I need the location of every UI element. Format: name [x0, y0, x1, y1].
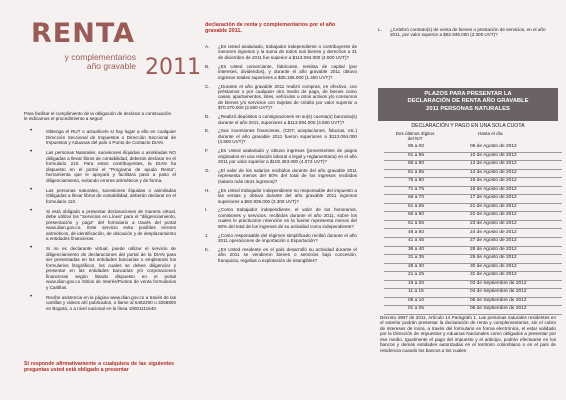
question-item	[205, 114, 357, 125]
nit-digits: 26 a 30	[407, 263, 424, 269]
question-item	[205, 233, 357, 244]
nit-digits: 31 a 35	[407, 255, 424, 261]
question-item	[205, 148, 357, 164]
due-date: 15 de Agosto de 2012	[470, 178, 517, 184]
bullet-icon: •	[30, 128, 33, 134]
question-letter: I.	[205, 207, 208, 213]
requirement-item	[24, 246, 176, 290]
question-item-l	[378, 27, 554, 38]
banner-line-3: 2011 PERSONAS NATURALES	[426, 105, 510, 112]
due-date: 30 de Agosto de 2012	[470, 263, 517, 269]
nit-digits: 86 a 90	[407, 161, 424, 167]
subtitle-line-1: y complementarios	[64, 52, 136, 62]
due-date: 21 de Agosto de 2012	[470, 203, 517, 209]
question-letter: E.	[205, 128, 210, 134]
question-text: ¿Es Usted trabajador independiente no responsable del impuesto a las ventas y obtuvo durante del año gravable 2011 ingresos superiores a $82.936.000 (3.300 UVT)?	[218, 187, 357, 204]
due-date: 04 de Septiembre de 2012	[470, 289, 527, 295]
question-text: ¿El valor de los salarios recibidos durante del año gravable 2011 representa menos del 80% del total de los ingresos recibidos (salario más otros ingresos)?	[218, 167, 357, 184]
question-text: ¿Es Usted asalariado y obtuvo ingresos (provenientes de pagos originados en una relación laboral o legal y reglamentaria) en el año 2011 por valor superior a $102.363.000 (4.073 UVT)?	[218, 148, 357, 165]
questions-list	[205, 44, 357, 267]
nit-digits-header	[392, 131, 438, 142]
requirement-text: Si está obligado a presentar declaraciones de manera virtual, debe utilizar los "Servicios en Línea" para el "diligenciamiento, presentación y pago" del formulario a través del portal www.dian.gov.co. Este servicio evita posibles errores aritméticos, de identificación, de ubicación y de desplazamiento a entidades financieras.	[46, 208, 176, 241]
requirement-item	[24, 188, 176, 205]
bullet-icon: •	[30, 149, 33, 155]
requirement-item	[24, 209, 176, 242]
question-letter: G.	[205, 167, 210, 173]
panel-middle	[185, 0, 370, 400]
panel-right	[370, 0, 566, 400]
requirement-text: Las personas Naturales, sucesiones ilíquidas o asimiladas NO obligadas a llevar libros de contabilidad, deberán declarar en el formulario 210. Para estos contribuyentes, la DIAN ha dispuesto en el portal el "Programa de ayuda Renta", herramienta que le apoyará y facilitará paso a paso el diligenciamiento, evitando errores aritméticos y de forma.	[46, 150, 176, 183]
nit-digits: 51 a 55	[407, 220, 424, 226]
question-text: ¿Como trabajador independiente, el valor de los honorarios, comisiones y servicios, recibidos durante el año 2011, sobre los cuales le practicaron retención en la fuente representa menos del 80% del total de los ingresos de su actividad como independiente?	[218, 207, 357, 229]
due-date: 27 de Agosto de 2012	[470, 238, 517, 244]
bullet-icon: •	[30, 293, 33, 300]
due-date: 22 de Agosto de 2012	[470, 212, 517, 218]
banner-line-2: DECLARACIÓN DE RENTA AÑO GRAVABLE	[407, 98, 529, 105]
requirement-text: Si no es declarante virtual, puede utilizar el servicio de diligenciamiento de declaraciones del portal de la DIAN para ser presentadas en las entidades bancarias o empleando los formularios litográficos, los cuales se deben diligenciar y presentar en las entidades bancarias y/o corporaciones financieras según listado dispuesto en el portal www.dian.gov.co /Sitios de Interés/Puntos de venta formularios y Cartillas.	[46, 246, 176, 290]
due-date: 24 de Agosto de 2012	[470, 229, 517, 235]
requirement-item	[24, 295, 176, 312]
requirements-list	[24, 129, 176, 316]
nit-digits: 36 a 40	[407, 246, 424, 252]
nit-digits-header-line-2: del NIT	[407, 136, 423, 142]
question-text: ¿Realizó depósitos o consignaciones en su(s) cuenta(s) bancaria(s) durante el año 2011, superiores a $113.094.000 (4.500 UVT)?	[218, 114, 357, 125]
question-text: ¿Sus inversiones financieras, (CDT, aceptaciones, fiducias, etc.) durante el año gravable 2011 fueron superiores a $113.094.000 (4.500 UVT)?	[218, 128, 357, 145]
question-letter: F.	[205, 148, 209, 154]
due-date: 14 de Agosto de 2012	[470, 169, 517, 175]
nit-digits: 71 a 75	[407, 186, 424, 192]
nit-digits-header-line-1: Dos últimos dígitos	[395, 131, 435, 136]
question-letter: H.	[205, 187, 210, 193]
due-date: 23 de Agosto de 2012	[470, 220, 517, 226]
question-letter: J.	[205, 232, 209, 238]
requirement-text: Recibe asistencia en la página www.dian.gov.co a través de las cartillas y videos ahí publicados, o llame al 5462200 o 3256800 en Bogotá, o a nivel nacional en la línea 19001111540.	[46, 294, 176, 311]
deadlines-banner	[378, 88, 558, 121]
question-item	[205, 207, 357, 229]
due-date: 09 de Agosto de 2012	[470, 144, 517, 149]
nit-digits: 21 a 25	[407, 272, 424, 278]
question-text: ¿Durante el año gravable 2011 realizó compras, en efectivo, con préstamos o por cualquier otro medio de pago, de bienes como casas, apartamentos, lotes, vehículos u otros activos y/o consumos de bienes y/o servicios con tarjetas de crédito por valor superior a $70.370.000 (2.800 UVT)?	[218, 83, 357, 111]
banner-line-1: PLAZOS PARA PRESENTAR LA	[424, 91, 512, 97]
nit-digits: 46 a 50	[407, 229, 424, 235]
nit-digits: 81 a 85	[407, 169, 424, 175]
question-text: ¿Es Usted residente en el país desarrolló su actividad durante el año 2011 se vendieron bienes o servicios bajo concesión, franquicia, regalías o explotación de intangibles?	[218, 246, 357, 263]
question-item	[205, 64, 357, 80]
nit-digits: 96 a 00	[407, 144, 424, 149]
question-item	[205, 128, 357, 144]
nit-digits: 76 a 80	[407, 178, 424, 184]
payment-subtitle: DECLARACIÓN Y PAGO EN UNA SOLA CUOTA	[411, 123, 525, 129]
nit-digits: 06 a 10	[407, 297, 424, 303]
page-subtitle	[44, 53, 136, 71]
bullet-icon: •	[30, 207, 33, 214]
question-letter: K.	[205, 246, 210, 252]
due-date: 10 de Agosto de 2012	[470, 152, 517, 158]
subtitle-line-2: año gravable	[86, 61, 136, 71]
nit-digits: 61 a 65	[407, 203, 424, 209]
requirement-text: Las personas naturales, sucesiones ilíquidas o asimiladas Obligadas a llevar libros de contabilidad, deberán declarar en el formulario 110.	[46, 187, 176, 204]
nit-digits: 56 a 60	[407, 212, 424, 218]
left-footer-note: Si responde afirmativamente a cualquiera de las siguientes preguntas usted está obligado a presentar	[24, 361, 174, 374]
question-text: ¿Es Usted asalariado, trabajador independiente o contribuyente de menores ingresos y la suma de todos sus bienes y derechos a 31 de diciembre de 2011 fue superior a $113.094.000 (4.500 UVT)?	[218, 44, 357, 60]
question-item	[205, 44, 357, 60]
requirement-item	[24, 150, 176, 183]
question-letter: A.	[205, 44, 210, 49]
due-date: 29 de Agosto de 2012	[470, 255, 517, 261]
due-date-header: Hasta el día	[478, 131, 503, 136]
question-text: ¿Celebró contrato(s) de venta de bienes o prestación de servicios, en el año 2011, por valor superior a $82.936.000 (3.300 UVT)?	[390, 27, 546, 38]
due-date: 06 de Septiembre de 2012	[470, 306, 527, 312]
due-date: 03 de Septiembre de 2012	[470, 280, 527, 286]
intro-paragraph: Para facilitar el cumplimiento de la obligación de declarar a continuación le indicamos el procedimiento a seguir:	[24, 111, 172, 122]
bullet-icon: •	[30, 245, 33, 251]
due-date: 28 de Agosto de 2012	[470, 246, 517, 252]
due-date: 31 de Agosto de 2012	[470, 272, 517, 278]
question-item	[205, 247, 357, 263]
question-letter: C.	[205, 83, 210, 89]
question-text: ¿Como responsable del régimen simplificado recibió durante el año 2011 operaciones de importación o Exportación?	[218, 232, 357, 244]
nit-digits: 41 a 45	[407, 238, 424, 244]
page-title: RENTA	[31, 18, 136, 49]
bullet-icon: •	[30, 186, 33, 193]
nit-digits: 66 a 70	[407, 195, 424, 201]
nit-digits: 91 a 95	[407, 152, 424, 158]
decree-footnote: Decreto 4907 de 2011, Artículo 14 Parágrafo 1. Las personas naturales residentes en el exterior podrán presentar la declaración de renta y complementarios, sin el cobro de intereses de mora, a través del formulario en forma electrónica, el estar validado por la Dirección de Impuestos y Aduanas Nacionales como obligados a presentar por ese medio. Igualmente el pago del impuesto y el anticipo, podrán efectuarse en los bancos y demás entidades autorizadas en el territorio colombiano o en el país de residencia cuando los bancos a los cuales	[380, 315, 556, 353]
panel-left	[0, 0, 201, 400]
question-item	[205, 84, 357, 111]
question-letter: L.	[378, 27, 382, 32]
question-letter: B.	[205, 63, 210, 69]
nit-digits: 11 a 15	[408, 289, 424, 295]
nit-digits: 01 a 05	[407, 306, 424, 312]
questions-heading: declaración de renta y complementarios por el año gravable 2011.	[205, 22, 336, 35]
question-text: ¿Es Usted comerciante, fabricante, rentista de capital (por intereses, dividendos), y durante el año gravable 2011 obtuvo ingresos totales superiores a $35.185.000 (1.400 UVT)?	[218, 63, 357, 80]
question-letter: D.	[205, 114, 210, 120]
due-date: 16 de Agosto de 2012	[470, 186, 517, 192]
requirement-text: Obtenga el RUT o actualícelo si hay lugar a ello en cualquier Dirección Seccional de Impuestos o Dirección Seccional de Impuestos y Aduanas del país o Punto de Contacto DIAN.	[46, 129, 176, 145]
question-item	[205, 168, 357, 184]
question-item	[205, 188, 357, 204]
requirement-item	[24, 129, 176, 146]
due-date: 17 de Agosto de 2012	[470, 195, 517, 201]
due-date: 13 de Agosto de 2012	[470, 161, 517, 167]
nit-digits: 16 a 20	[407, 280, 424, 286]
title-year: 2011	[145, 55, 201, 80]
due-date: 05 de Septiembre de 2012	[470, 297, 527, 303]
